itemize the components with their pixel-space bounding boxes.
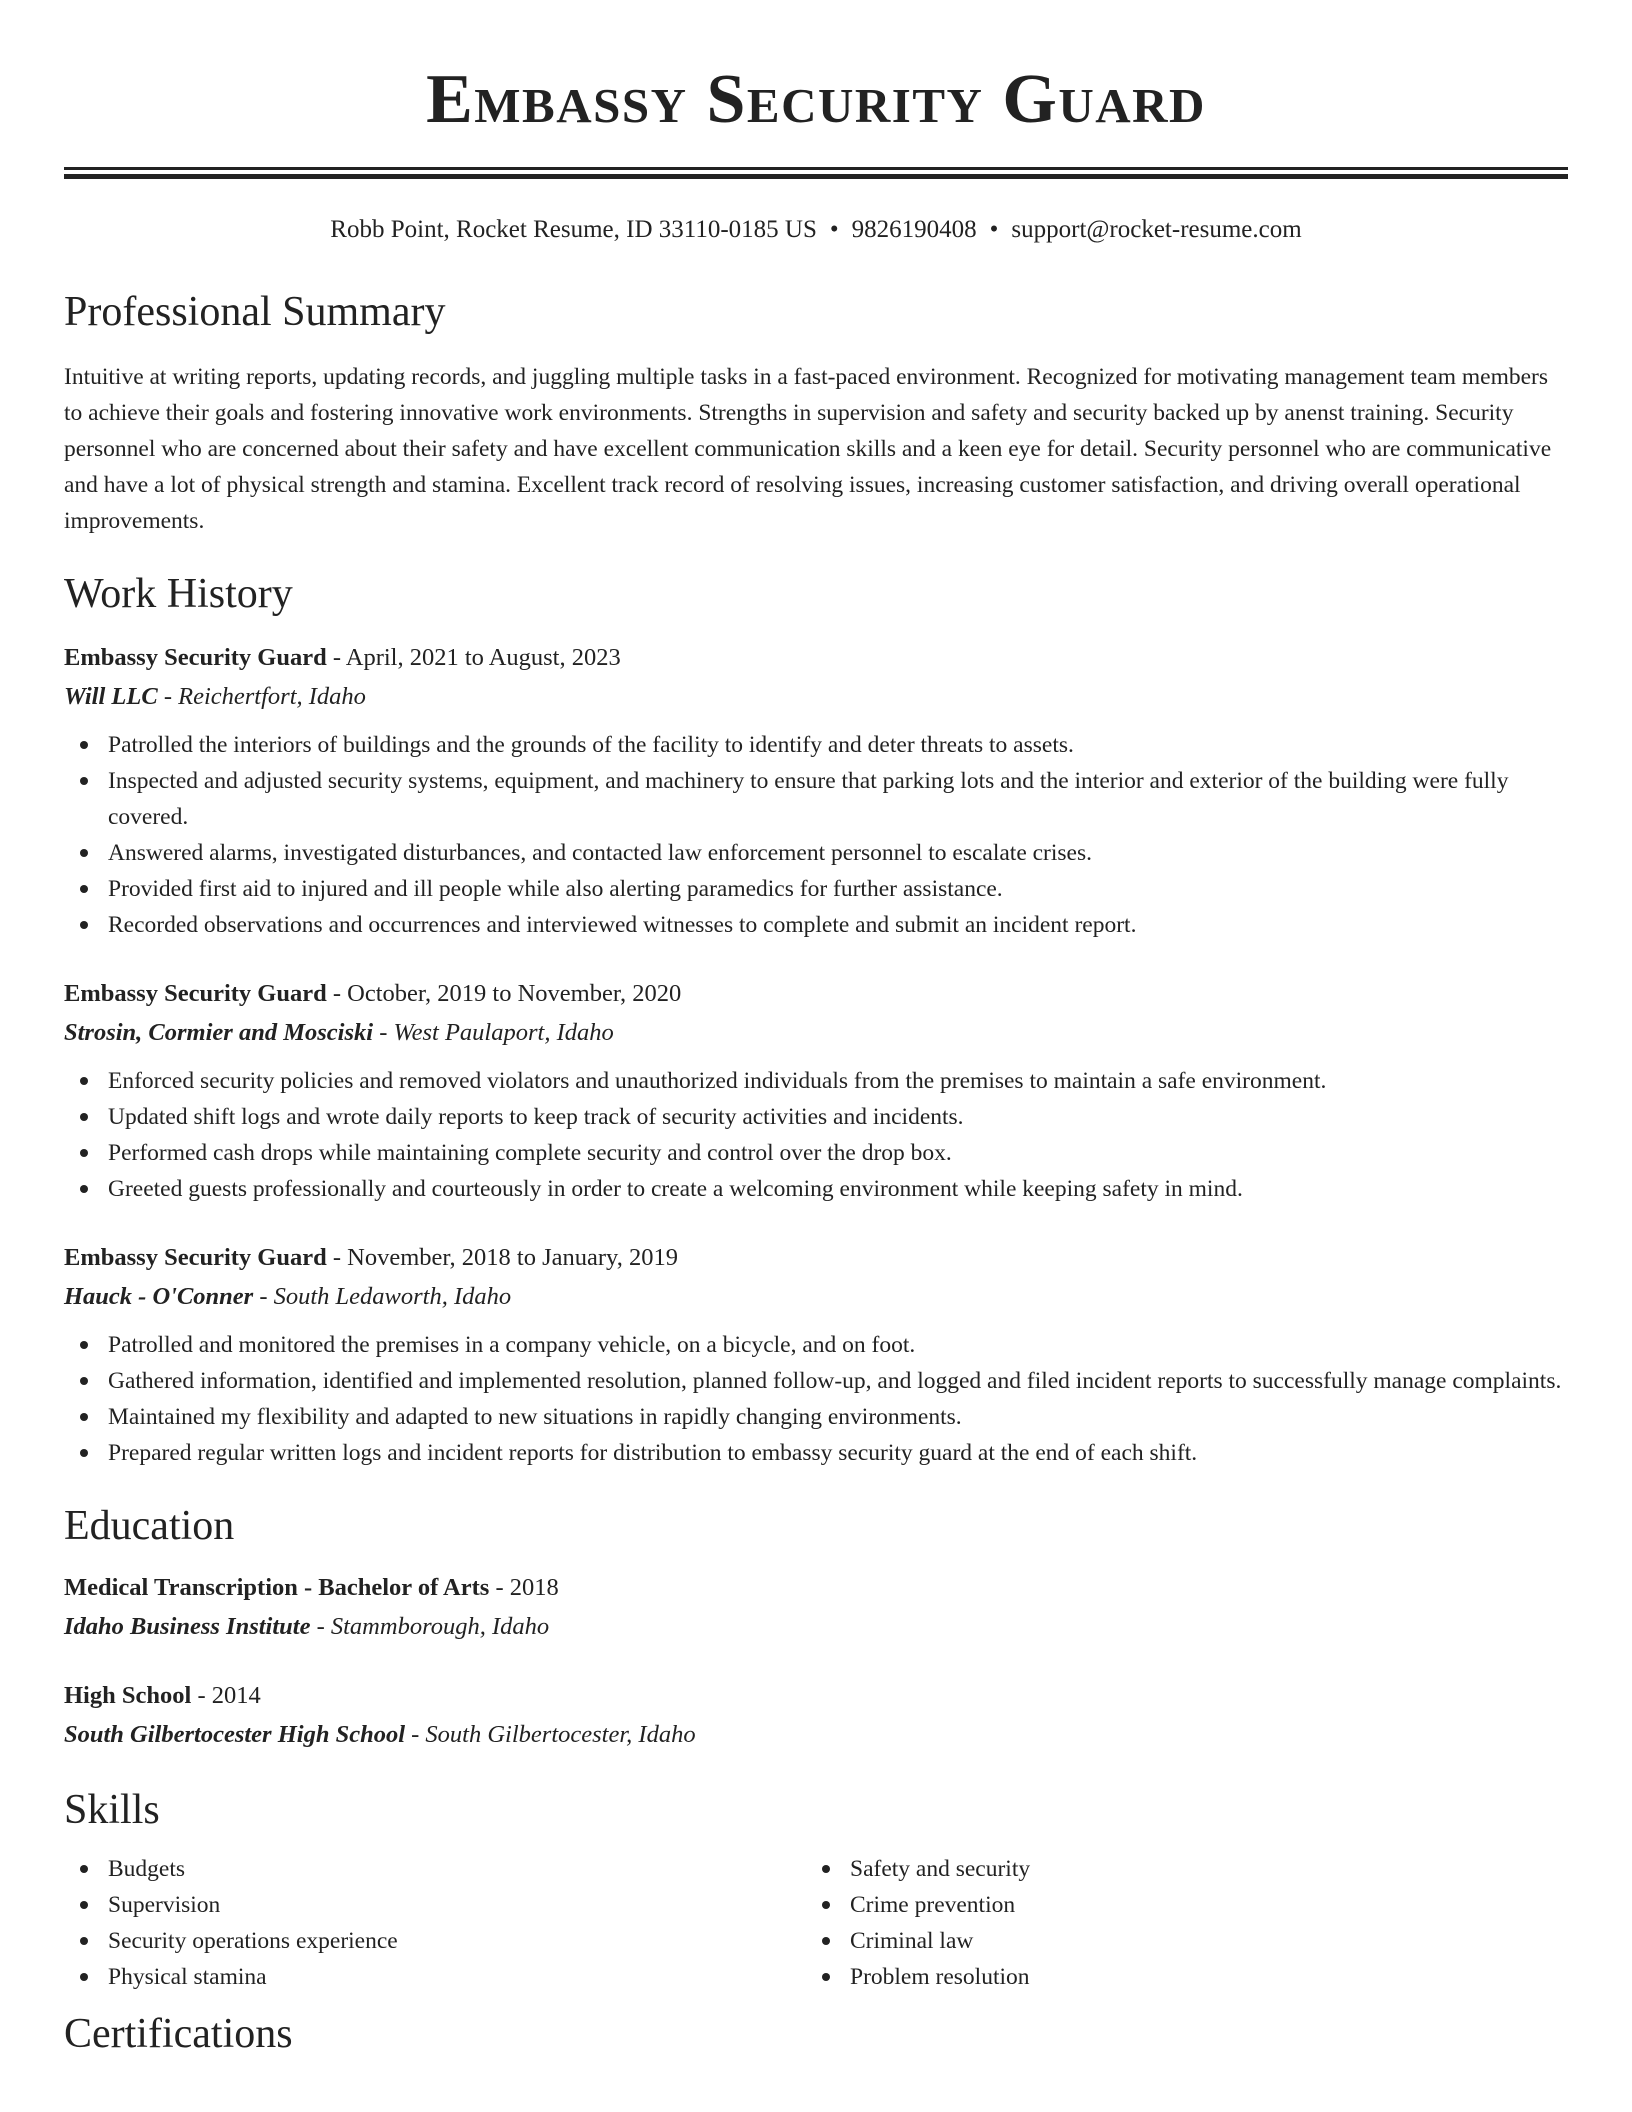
company-name: Strosin, Cormier and Mosciski <box>64 1019 374 1046</box>
job-title-line <box>64 1239 1568 1277</box>
contact-separator: • <box>829 216 839 243</box>
job-duty: Greeted guests professionally and courteously in order to create a welcoming environment while keeping safety in mind. <box>64 1171 1568 1207</box>
job-duty: Recorded observations and occurrences and interviewed witnesses to complete and submit an incident report. <box>64 907 1568 943</box>
job-duty: Patrolled and monitored the premises in a company vehicle, on a bicycle, and on foot. <box>64 1327 1568 1363</box>
job-title: Embassy Security Guard <box>64 1244 327 1271</box>
job-title-line <box>64 639 1568 677</box>
company-line <box>64 677 1568 717</box>
job-title-line <box>64 975 1568 1013</box>
job-entry <box>64 1239 1568 1471</box>
school-location: - Stammborough, Idaho <box>310 1613 550 1640</box>
education-entry <box>64 1569 1568 1647</box>
school-name: South Gilbertocester High School <box>64 1721 406 1748</box>
job-entry <box>64 639 1568 943</box>
skills-list <box>64 1851 1568 1995</box>
education-heading: Education <box>64 1503 235 1549</box>
job-duty: Updated shift logs and wrote daily reports to keep track of security activities and incidents. <box>64 1099 1568 1135</box>
title-divider-bottom <box>64 174 1568 179</box>
contact-info <box>64 215 1568 245</box>
education-entry <box>64 1677 1568 1755</box>
contact-address: Robb Point, Rocket Resume, ID 33110-0185 US <box>330 216 817 243</box>
skills-column-right <box>806 1851 1548 1995</box>
job-duty: Answered alarms, investigated disturbances, and contacted law enforcement personnel to escalate crises. <box>64 835 1568 871</box>
job-duties <box>64 1327 1568 1471</box>
contact-email: support@rocket-resume.com <box>1011 216 1302 243</box>
degree-year: - 2014 <box>191 1682 261 1709</box>
school-line <box>64 1715 1568 1755</box>
job-duty: Maintained my flexibility and adapted to new situations in rapidly changing environments. <box>64 1399 1568 1435</box>
skill-item: Criminal law <box>806 1923 1548 1959</box>
school-line <box>64 1607 1568 1647</box>
company-name: Hauck - O'Conner <box>64 1283 254 1310</box>
certifications-heading: Certifications <box>64 2011 293 2057</box>
job-duty: Enforced security policies and removed violators and unauthorized individuals from the premises to maintain a safe environment. <box>64 1063 1568 1099</box>
job-dates: - October, 2019 to November, 2020 <box>326 980 682 1007</box>
skill-item: Crime prevention <box>806 1887 1548 1923</box>
company-line <box>64 1013 1568 1053</box>
skill-item: Safety and security <box>806 1851 1548 1887</box>
job-duty: Performed cash drops while maintaining complete security and control over the drop box. <box>64 1135 1568 1171</box>
title-divider-top <box>64 167 1568 170</box>
job-duty: Inspected and adjusted security systems, equipment, and machinery to ensure that parking lots and the interior and exterior of the building were fully covered. <box>64 763 1568 835</box>
resume-title: Embassy Security Guard <box>426 61 1206 138</box>
job-entry <box>64 975 1568 1207</box>
school-name: Idaho Business Institute <box>64 1613 311 1640</box>
degree-line <box>64 1677 1568 1715</box>
contact-separator: • <box>989 216 999 243</box>
skill-item: Problem resolution <box>806 1959 1548 1995</box>
school-location: - South Gilbertocester, Idaho <box>405 1721 696 1748</box>
summary-heading: Professional Summary <box>64 289 446 335</box>
job-title: Embassy Security Guard <box>64 980 327 1007</box>
job-dates: - November, 2018 to January, 2019 <box>326 1244 678 1271</box>
degree-year: - 2018 <box>489 1574 559 1601</box>
company-line <box>64 1277 1568 1317</box>
skills-column-left <box>64 1851 806 1995</box>
job-duties <box>64 727 1568 943</box>
degree-name: Medical Transcription - Bachelor of Arts <box>64 1574 490 1601</box>
job-duties <box>64 1063 1568 1207</box>
job-duty: Gathered information, identified and implemented resolution, planned follow-up, and logged and filed incident reports to successfully manage complaints. <box>64 1363 1568 1399</box>
job-duty: Patrolled the interiors of buildings and the grounds of the facility to identify and deter threats to assets. <box>64 727 1568 763</box>
skill-item: Security operations experience <box>64 1923 806 1959</box>
summary-text: Intuitive at writing reports, updating records, and juggling multiple tasks in a fast-paced environment. Recognized for motivating management team members to achieve their goals and fostering innovative work environments. Strengths in supervision and safety and security backed up by anenst training. Security personnel who are concerned about their safety and have excellent communication skills and a keen eye for detail. Security personnel who are communicative and have a lot of physical strength and stamina. Excellent track record of resolving issues, increasing customer satisfaction, and driving overall operational improvements. <box>64 364 1552 534</box>
skills-heading: Skills <box>64 1787 160 1833</box>
job-duty: Prepared regular written logs and incident reports for distribution to embassy security guard at the end of each shift. <box>64 1435 1568 1471</box>
company-location: - West Paulaport, Idaho <box>373 1019 614 1046</box>
job-title: Embassy Security Guard <box>64 644 327 671</box>
skill-item: Supervision <box>64 1887 806 1923</box>
degree-line <box>64 1569 1568 1607</box>
work-history-heading: Work History <box>64 571 293 617</box>
contact-phone: 9826190408 <box>851 216 977 243</box>
skill-item: Physical stamina <box>64 1959 806 1995</box>
job-dates: - April, 2021 to August, 2023 <box>326 644 621 671</box>
skill-item: Budgets <box>64 1851 806 1887</box>
company-location: - South Ledaworth, Idaho <box>253 1283 512 1310</box>
company-location: - Reichertfort, Idaho <box>157 683 366 710</box>
job-duty: Provided first aid to injured and ill people while also alerting paramedics for further assistance. <box>64 871 1568 907</box>
company-name: Will LLC <box>64 683 158 710</box>
degree-name: High School <box>64 1682 192 1709</box>
